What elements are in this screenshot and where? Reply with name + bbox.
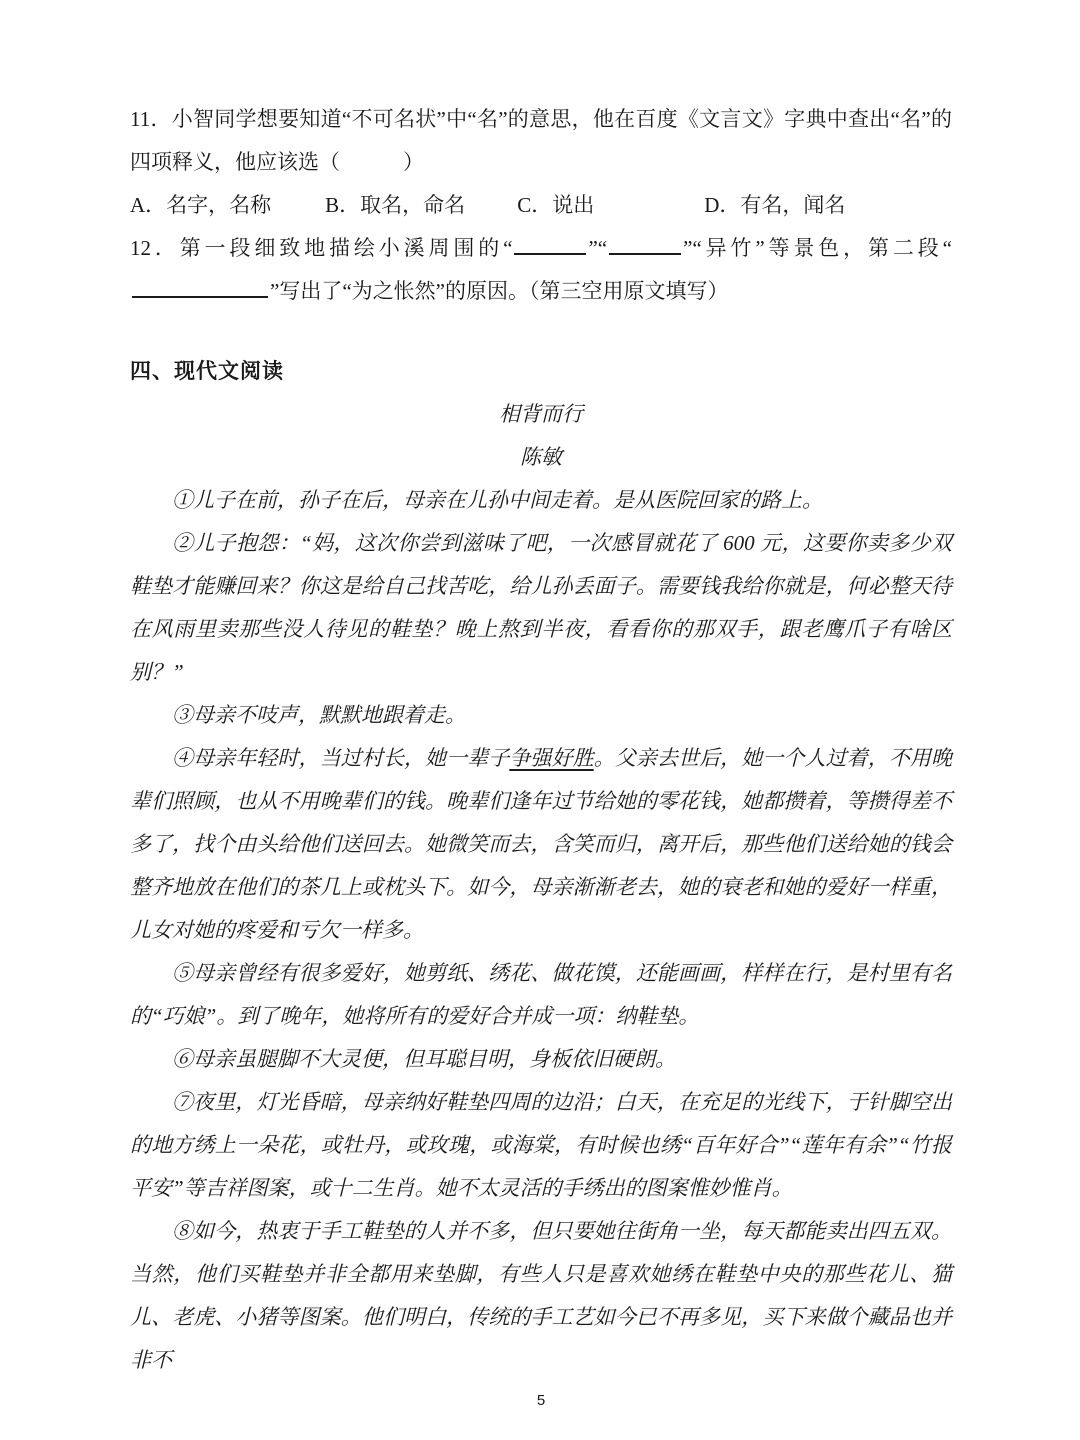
q12-text-segment: “ <box>942 236 952 260</box>
option-a: A．名字，名称 <box>130 193 272 217</box>
essay-paragraph-3: ③母亲不吱声，默默地跟着走。 <box>172 703 466 727</box>
question-11-options <box>130 184 952 227</box>
q12-text-segment: ”“异竹”等景色，第二段 <box>683 236 943 260</box>
essay-paragraph-1: ①儿子在前，孙子在后，母亲在儿孙中间走着。是从医院回家的路上。 <box>172 488 823 512</box>
p4-text: ④母亲年轻时，当过村长，她一辈子 <box>172 746 510 770</box>
essay-paragraph-4 <box>130 737 952 952</box>
p4-text: 。父亲去世后，她一个人过着，不用晚辈们照顾，也从不用晚辈们的钱。晚辈们逢年过节给她的零花钱，她都攒着，等攒得差不多了，找个由头给他们送回去。她微笑而去，含笑而归，离开后，那些他们送给她的钱会整齐地放在他们的茶几上或枕头下。如今，母亲渐渐老去，她的衰老和她的爱好一样重，儿女对她的疼爱和亏欠一样多。 <box>130 746 953 942</box>
essay-paragraph-7: ⑦夜里，灯光昏暗，母亲纳好鞋垫四周的边沿；白天，在充足的光线下，于针脚空出的地方绣上一朵花，或牡丹，或玫瑰，或海棠，有时候也绣“百年好合”“莲年有余”“竹报平安”等吉祥图案，或十二生肖。她不太灵活的手绣出的图案惟妙惟肖。 <box>130 1090 952 1200</box>
question-12-stem <box>130 227 952 313</box>
option-d: D．有名，闻名 <box>704 193 846 217</box>
essay-paragraph-5: ⑤母亲曾经有很多爱好，她剪纸、绣花、做花馍，还能画画，样样在行，是村里有名的“巧娘”。到了晚年，她将所有的爱好合并成一项：纳鞋垫。 <box>130 961 952 1028</box>
fill-blank-1 <box>514 235 586 255</box>
essay-paragraph-8: ⑧如今，热衷于手工鞋垫的人并不多，但只要她往街角一坐，每天都能卖出四五双。当然，他们买鞋垫并非全都用来垫脚，有些人只是喜欢她绣在鞋垫中央的那些花儿、猫儿、老虎、小猪等图案。他们明白，传统的手工艺如今已不再多见，买下来做个藏品也并非不 <box>130 1219 952 1372</box>
essay-paragraph-6: ⑥母亲虽腿脚不大灵便，但耳聪目明，身板依旧硬朗。 <box>172 1047 676 1071</box>
essay-author: 陈敏 <box>520 445 562 469</box>
question-11-stem: 11．小智同学想要知道“不可名状”中“名”的意思，他在百度《文言文》字典中查出“名”的四项释义，他应该选（ ） <box>130 107 952 174</box>
option-b: B．取名，命名 <box>325 193 466 217</box>
fill-blank-3 <box>132 278 268 298</box>
essay-title: 相背而行 <box>499 402 583 426</box>
section-heading: 四、现代文阅读 <box>130 360 284 383</box>
page-number: 5 <box>536 1392 546 1409</box>
q12-text-segment: 12．第一段细致地描绘小溪周围的“ <box>130 236 513 260</box>
essay-paragraph-2: ②儿子抱怨：“妈，这次你尝到滋味了吧，一次感冒就花了 600 元，这要你卖多少双鞋垫才能赚回来？你这是给自己找苦吃，给儿孙丢面子。需要钱我给你就是，何必整天待在风雨里卖那些没人待见的鞋垫？晚上熬到半夜，看看你的那双手，跟老鹰爪子有啥区别？” <box>130 531 952 684</box>
fill-blank-2 <box>609 235 681 255</box>
q12-text-segment: ”写出了“为之怅然”的原因。（第三空用原文填写） <box>270 279 729 303</box>
reading-passage <box>130 393 952 1382</box>
q12-text-segment: ”“ <box>588 236 608 260</box>
option-c: C．说出 <box>517 193 595 217</box>
p4-underlined-phrase: 争强好胜 <box>509 746 594 770</box>
